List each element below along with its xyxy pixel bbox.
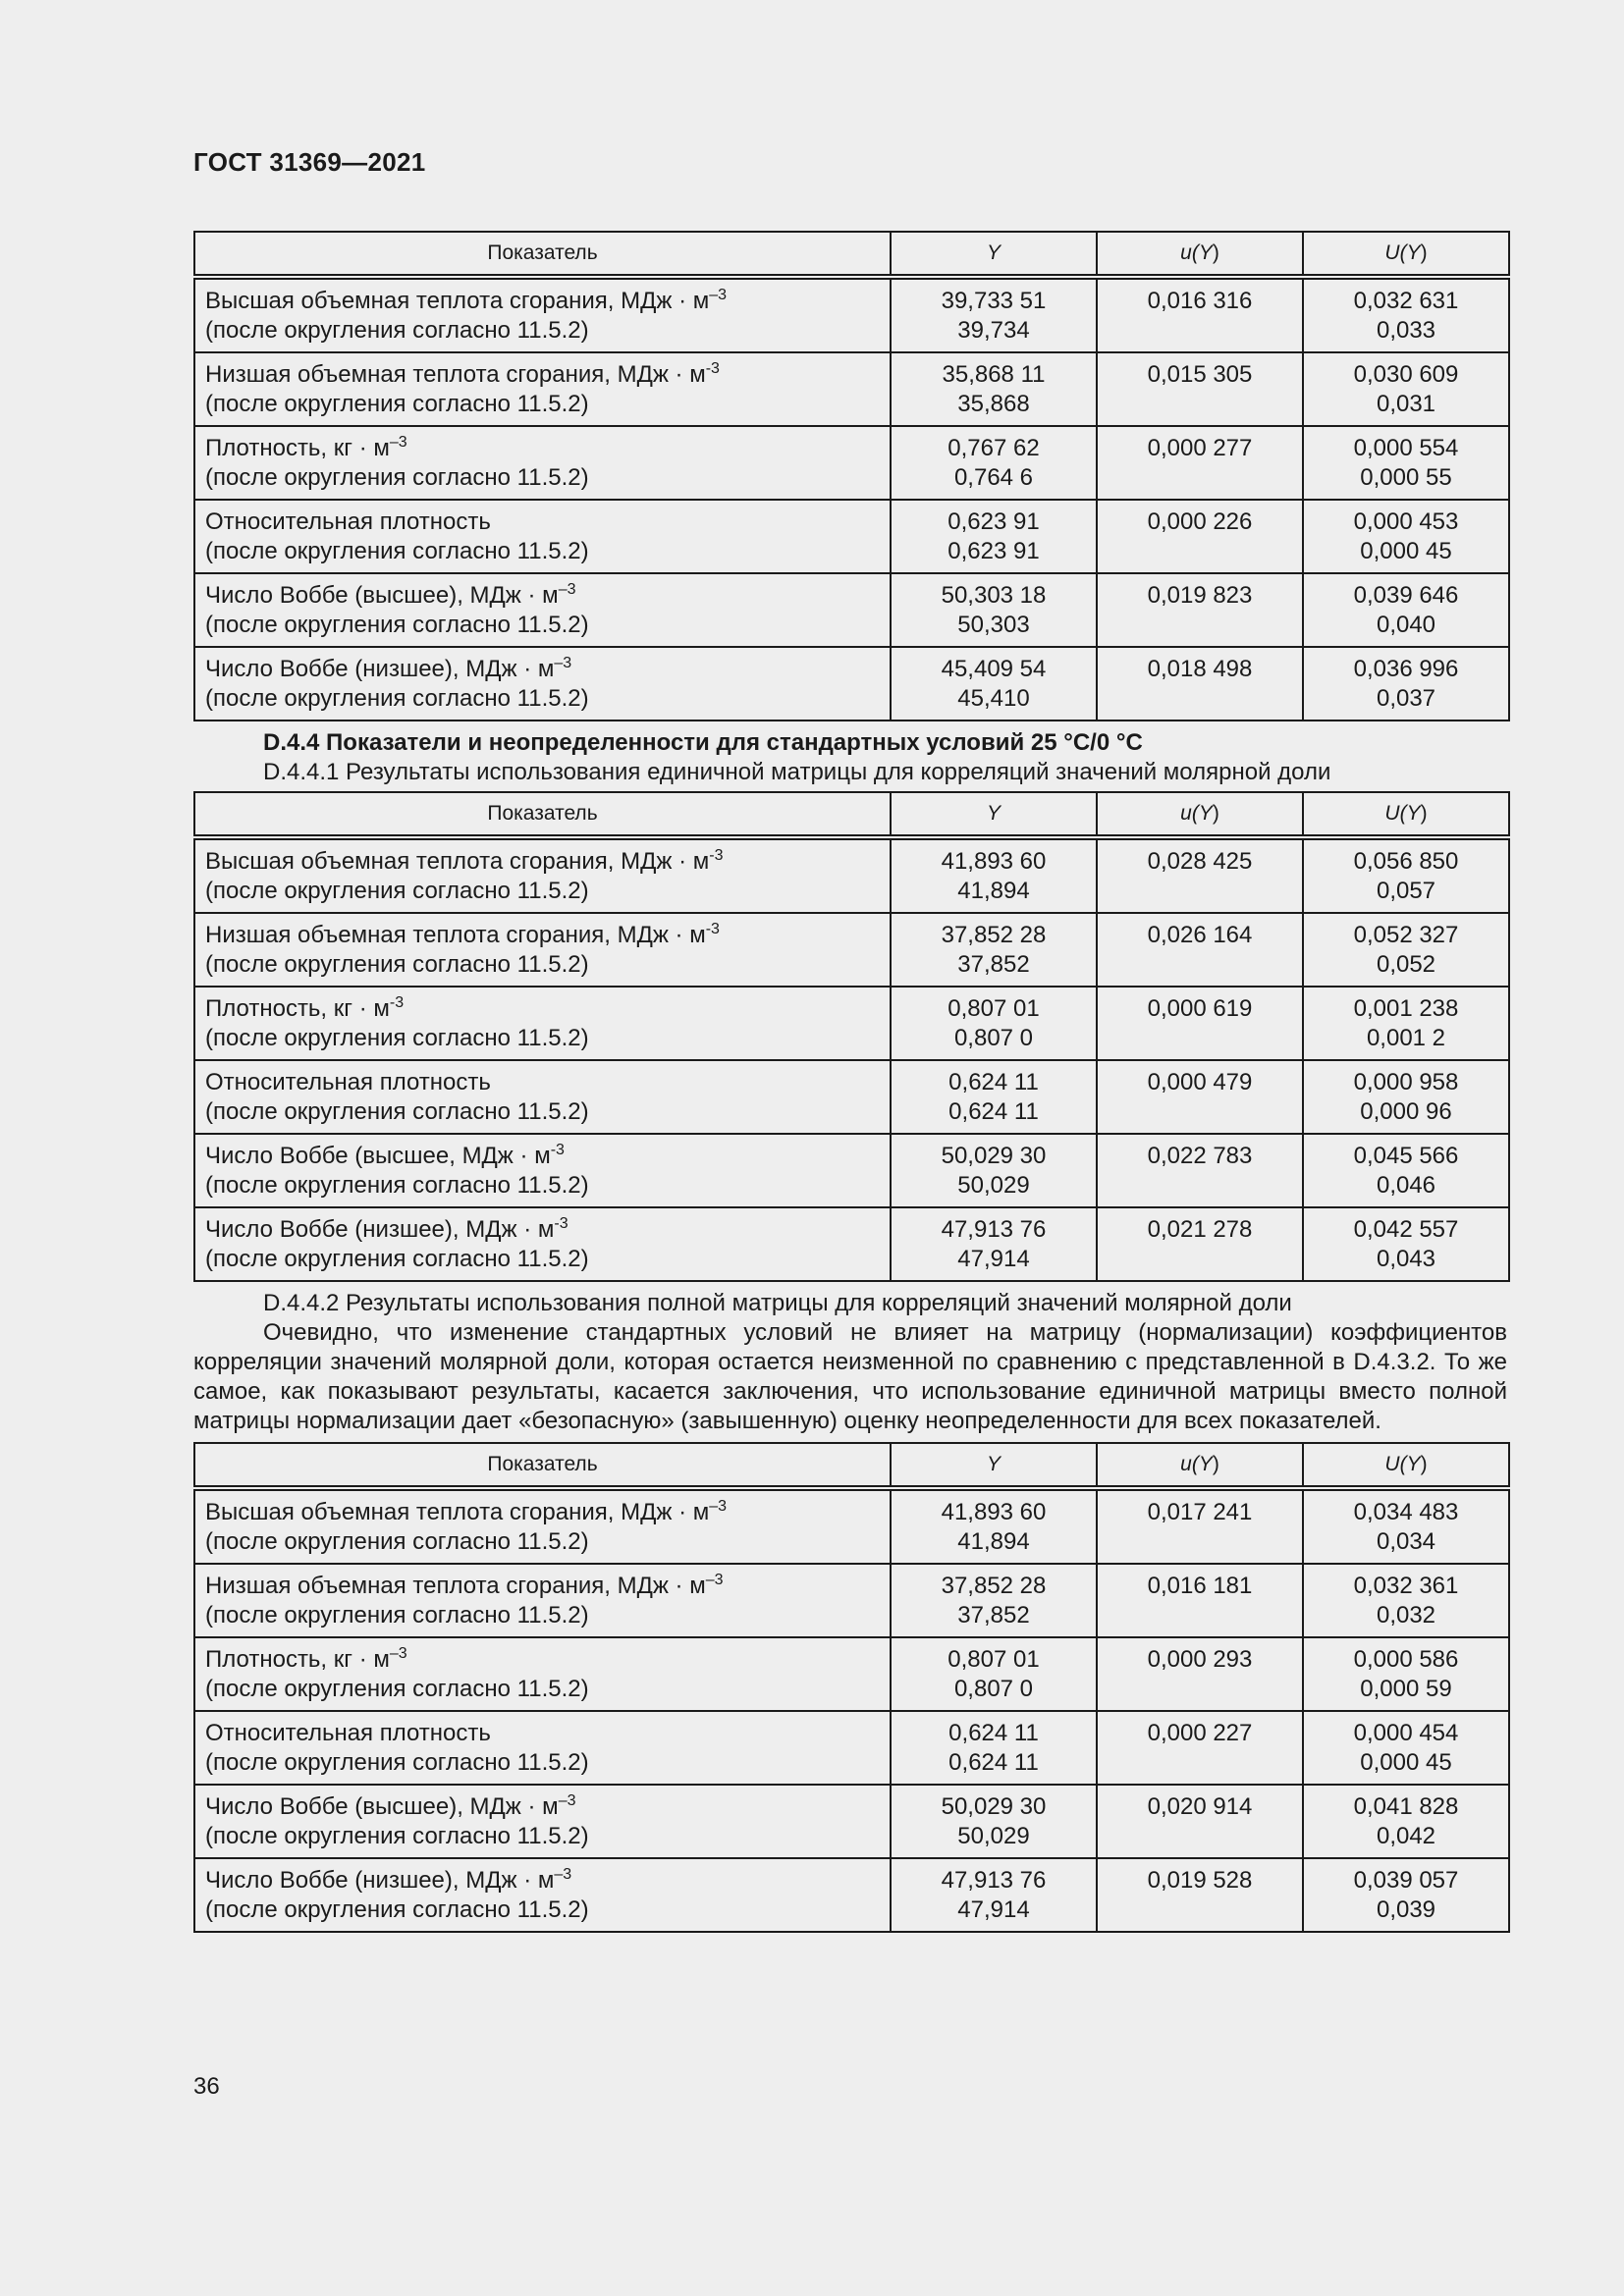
u-cell: 0,028 425 — [1097, 837, 1303, 913]
table-d43-results — [193, 231, 1510, 721]
U-cell: 0,041 828 0,042 — [1303, 1785, 1509, 1858]
indicator-cell: Число Воббе (низшее), МДж · $м^{-3}$ (после округления согласно 11.5.2) — [194, 647, 891, 721]
u-cell: 0,016 316 — [1097, 277, 1303, 352]
y-cell: 0,624 11 0,624 11 — [891, 1060, 1097, 1134]
u-cell: 0,021 278 — [1097, 1207, 1303, 1281]
indicator-cell: Число Воббе (высшее, МДж · $м^{-3}$ (после округления согласно 11.5.2) — [194, 1134, 891, 1207]
table-row — [194, 1060, 1509, 1134]
indicator-cell: Относительная плотность (после округления согласно 11.5.2) — [194, 500, 891, 573]
u-cell: 0,000 227 — [1097, 1711, 1303, 1785]
header-u-large: U(Y) — [1303, 232, 1509, 277]
explanatory-paragraph: Очевидно, что изменение стандартных условий не влияет на матрицу (нормализации) коэффициентов корреляции значений молярной доли, которая остается неизменной по сравнению с представленной в D.4.3.2. То же самое, как показывают результаты, касается заключения, что использование единичной матрицы вместо полной матрицы нормализации дает «безопасную» (завышенную) оценку неопределенности для всех показателей. — [193, 1319, 1507, 1434]
y-cell: 0,807 01 0,807 0 — [891, 1637, 1097, 1711]
table-row — [194, 573, 1509, 647]
u-cell: 0,000 277 — [1097, 426, 1303, 500]
table-row — [194, 1711, 1509, 1785]
y-cell: 50,303 18 50,303 — [891, 573, 1097, 647]
header-u-large: U(Y) — [1303, 792, 1509, 837]
y-cell: 37,852 28 37,852 — [891, 913, 1097, 987]
U-cell: 0,000 958 0,000 96 — [1303, 1060, 1509, 1134]
U-cell: 0,000 554 0,000 55 — [1303, 426, 1509, 500]
table-d441-results — [193, 791, 1510, 1282]
table-row — [194, 1488, 1509, 1564]
table-header-row — [194, 1443, 1509, 1488]
U-cell: 0,000 586 0,000 59 — [1303, 1637, 1509, 1711]
table-row — [194, 1207, 1509, 1281]
header-indicator: Показатель — [194, 1443, 891, 1488]
u-cell: 0,020 914 — [1097, 1785, 1303, 1858]
u-cell: 0,016 181 — [1097, 1564, 1303, 1637]
indicator-cell: Относительная плотность (после округления согласно 11.5.2) — [194, 1711, 891, 1785]
table-row — [194, 277, 1509, 352]
U-cell: 0,034 483 0,034 — [1303, 1488, 1509, 1564]
indicator-cell: Высшая объемная теплота сгорания, МДж · $м^{-3}$ (после округления согласно 11.5.2) — [194, 837, 891, 913]
header-u-small: u(Y) — [1097, 232, 1303, 277]
U-cell: 0,039 057 0,039 — [1303, 1858, 1509, 1932]
table-header-row — [194, 232, 1509, 277]
y-cell: 35,868 11 35,868 — [891, 352, 1097, 426]
header-u-small: u(Y) — [1097, 792, 1303, 837]
indicator-cell: Число Воббе (низшее), МДж · $м^{-3}$ (после округления согласно 11.5.2) — [194, 1207, 891, 1281]
indicator-cell: Число Воббе (низшее), МДж · $м^{-3}$ (после округления согласно 11.5.2) — [194, 1858, 891, 1932]
indicator-cell: Плотность, кг · $м^{-3}$ (после округления согласно 11.5.2) — [194, 426, 891, 500]
indicator-cell: Высшая объемная теплота сгорания, МДж · $м^{-3}$ (после округления согласно 11.5.2) — [194, 277, 891, 352]
page-number: 36 — [193, 2073, 220, 2100]
table-row — [194, 352, 1509, 426]
U-cell: 0,001 238 0,001 2 — [1303, 987, 1509, 1060]
y-cell: 39,733 51 39,734 — [891, 277, 1097, 352]
u-cell: 0,000 619 — [1097, 987, 1303, 1060]
table-row — [194, 913, 1509, 987]
table-row — [194, 987, 1509, 1060]
u-cell: 0,019 823 — [1097, 573, 1303, 647]
indicator-cell: Число Воббе (высшее), МДж · $м^{-3}$ (после округления согласно 11.5.2) — [194, 573, 891, 647]
y-cell: 50,029 30 50,029 — [891, 1785, 1097, 1858]
U-cell: 0,056 850 0,057 — [1303, 837, 1509, 913]
table-row — [194, 647, 1509, 721]
u-cell: 0,000 293 — [1097, 1637, 1303, 1711]
header-y: Y — [891, 792, 1097, 837]
u-cell: 0,000 479 — [1097, 1060, 1303, 1134]
indicator-cell: Низшая объемная теплота сгорания, МДж · $м^{-3}$ (после округления согласно 11.5.2) — [194, 352, 891, 426]
table-row — [194, 426, 1509, 500]
table-row — [194, 837, 1509, 913]
y-cell: 41,893 60 41,894 — [891, 837, 1097, 913]
header-y: Y — [891, 232, 1097, 277]
indicator-cell: Плотность, кг · $м^{-3}$ (после округления согласно 11.5.2) — [194, 1637, 891, 1711]
header-u-large: U(Y) — [1303, 1443, 1509, 1488]
header-y: Y — [891, 1443, 1097, 1488]
indicator-cell: Высшая объемная теплота сгорания, МДж · $м^{-3}$ (после округления согласно 11.5.2) — [194, 1488, 891, 1564]
u-cell: 0,022 783 — [1097, 1134, 1303, 1207]
indicator-cell: Число Воббе (высшее), МДж · $м^{-3}$ (после округления согласно 11.5.2) — [194, 1785, 891, 1858]
u-cell: 0,026 164 — [1097, 913, 1303, 987]
U-cell: 0,039 646 0,040 — [1303, 573, 1509, 647]
indicator-cell: Низшая объемная теплота сгорания, МДж · $м^{-3}$ (после округления согласно 11.5.2) — [194, 913, 891, 987]
table-row — [194, 1858, 1509, 1932]
header-indicator: Показатель — [194, 232, 891, 277]
subsection-heading-d442: D.4.4.2 Результаты использования полной матрицы для корреляций значений молярной доли — [263, 1290, 1292, 1316]
y-cell: 37,852 28 37,852 — [891, 1564, 1097, 1637]
table-d442-results — [193, 1442, 1510, 1933]
U-cell: 0,032 631 0,033 — [1303, 277, 1509, 352]
table-row — [194, 1134, 1509, 1207]
document-title: ГОСТ 31369—2021 — [193, 147, 426, 177]
U-cell: 0,045 566 0,046 — [1303, 1134, 1509, 1207]
y-cell: 50,029 30 50,029 — [891, 1134, 1097, 1207]
table-row — [194, 500, 1509, 573]
u-cell: 0,018 498 — [1097, 647, 1303, 721]
u-cell: 0,017 241 — [1097, 1488, 1303, 1564]
U-cell: 0,000 453 0,000 45 — [1303, 500, 1509, 573]
U-cell: 0,030 609 0,031 — [1303, 352, 1509, 426]
table-row — [194, 1564, 1509, 1637]
u-cell: 0,015 305 — [1097, 352, 1303, 426]
table-row — [194, 1785, 1509, 1858]
y-cell: 0,624 11 0,624 11 — [891, 1711, 1097, 1785]
y-cell: 41,893 60 41,894 — [891, 1488, 1097, 1564]
u-cell: 0,000 226 — [1097, 500, 1303, 573]
indicator-cell: Относительная плотность (после округления согласно 11.5.2) — [194, 1060, 891, 1134]
header-u-small: u(Y) — [1097, 1443, 1303, 1488]
subsection-heading-d441: D.4.4.1 Результаты использования единичной матрицы для корреляций значений молярной доли — [263, 759, 1331, 785]
table-row — [194, 1637, 1509, 1711]
U-cell: 0,032 361 0,032 — [1303, 1564, 1509, 1637]
u-cell: 0,019 528 — [1097, 1858, 1303, 1932]
y-cell: 0,807 01 0,807 0 — [891, 987, 1097, 1060]
y-cell: 0,767 62 0,764 6 — [891, 426, 1097, 500]
U-cell: 0,042 557 0,043 — [1303, 1207, 1509, 1281]
U-cell: 0,052 327 0,052 — [1303, 913, 1509, 987]
U-cell: 0,000 454 0,000 45 — [1303, 1711, 1509, 1785]
y-cell: 47,913 76 47,914 — [891, 1207, 1097, 1281]
U-cell: 0,036 996 0,037 — [1303, 647, 1509, 721]
indicator-cell: Плотность, кг · $м^{-3}$ (после округления согласно 11.5.2) — [194, 987, 891, 1060]
table-header-row — [194, 792, 1509, 837]
header-indicator: Показатель — [194, 792, 891, 837]
section-heading-d44: D.4.4 Показатели и неопределенности для стандартных условий 25 °C/0 °C — [263, 729, 1143, 756]
indicator-cell: Низшая объемная теплота сгорания, МДж · $м^{-3}$ (после округления согласно 11.5.2) — [194, 1564, 891, 1637]
y-cell: 0,623 91 0,623 91 — [891, 500, 1097, 573]
y-cell: 45,409 54 45,410 — [891, 647, 1097, 721]
y-cell: 47,913 76 47,914 — [891, 1858, 1097, 1932]
